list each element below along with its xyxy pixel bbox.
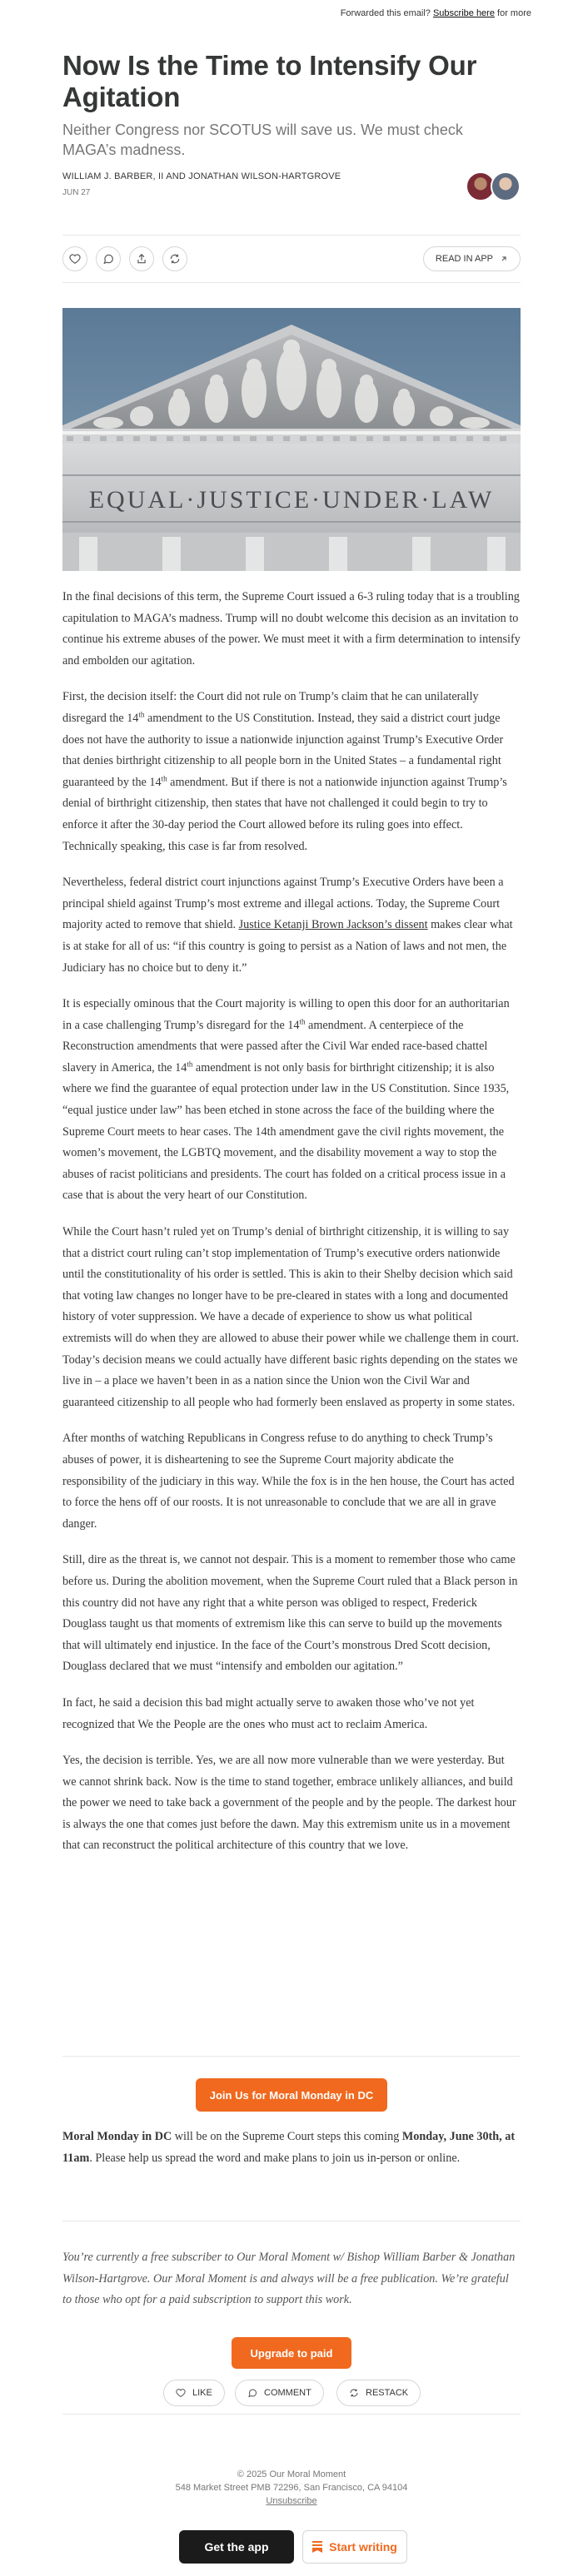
comment-button[interactable] (96, 246, 121, 271)
supreme-court-pediment-image (62, 308, 521, 571)
paragraph: Nevertheless, federal district court injunctions against Trump’s Executive Orders have been a principal shield against Trump’s most extreme and illegal actions. Today, the Supreme Court majority acted to remove that shield. Justice Ketanji Brown Jackson’s dissent makes clear what is at stake for all of us: “if this country is going to persist as a Nation of laws and not men, the Judiciary has no choice but to deny it.” (62, 876, 513, 975)
author-avatars (471, 171, 521, 201)
divider (62, 2056, 521, 2057)
forward-suffix: for more (497, 8, 531, 18)
comment-icon (247, 2388, 257, 2398)
footer-like-button[interactable] (163, 2380, 225, 2406)
article-title[interactable]: Now Is the Time to Intensify Our Agitation (62, 50, 477, 112)
unsubscribe-link[interactable]: Unsubscribe (266, 2496, 317, 2506)
article-body (62, 587, 521, 1872)
authors[interactable]: WILLIAM J. BARBER, II AND JONATHAN WILSON-HARTGROVE (62, 171, 341, 181)
heart-icon (69, 253, 81, 265)
publish-date: JUN 27 (62, 188, 91, 197)
avatar[interactable] (491, 171, 521, 201)
paragraph: It is especially ominous that the Court majority is willing to open this door for an authoritarian in a case challenging Trump’s disregard for the 14th amendment. A centerpiece of the Reconstruction amendments that were passed after the Civil War ended race-based chattel slavery in America, the 14th amendment is not only basis for birthright citizenship; it is also where we find the guarantee of equal protection under law in the US Constitution. Since 1935, “equal justice under law” has been etched in stone across the face of the building where the Supreme Court meets to hear cases. The 14th amendment gave the civil rights movement, the women’s movement, the LGBTQ movement, and the disability movement a way to stop the abuses of racist politicians and presidents. The court has folded on a critical process issue in a case that is about the very heart of our Constitution. (62, 997, 510, 1203)
copyright: © 2025 Our Moral Moment (237, 2469, 346, 2479)
like-button[interactable] (62, 246, 87, 271)
subscriber-note: You’re currently a free subscriber to Our Moral Moment w/ Bishop William Barber & Jonathan Wilson-Hartgrove. Our Moral Moment is and always will be a free publication. We’re grateful to those who opt for a paid subscription to support this work. (62, 2251, 516, 2307)
start-writing-button[interactable] (302, 2530, 407, 2564)
hero-image[interactable] (62, 308, 521, 571)
action-bar (62, 235, 521, 283)
paragraph: In the final decisions of this term, the Supreme Court issued a 6-3 ruling today that is a troubling capitulation to MAGA’s madness. Trump will no doubt welcome this decision as an invitation to continue his extreme abuses of the power. We must meet it with a firm determination to intensify and embolden our agitation. (62, 590, 521, 668)
read-in-app-button[interactable] (423, 246, 521, 271)
subscribe-link[interactable]: Subscribe here (432, 8, 495, 18)
byline (62, 171, 521, 206)
restack-icon (169, 253, 181, 265)
upgrade-to-paid-button[interactable]: Upgrade to paid (232, 2337, 351, 2369)
mailing-address: 548 Market Street PMB 72296, San Francisco, CA 94104 (175, 2483, 408, 2493)
get-the-app-button[interactable]: Get the app (179, 2530, 294, 2564)
footer-comment-button[interactable] (235, 2380, 324, 2406)
comment-icon (102, 253, 114, 265)
heart-icon (176, 2388, 186, 2398)
restack-icon (349, 2388, 359, 2398)
forward-prefix: Forwarded this email? (340, 8, 431, 18)
read-in-app-label: READ IN APP (435, 254, 493, 264)
join-moral-monday-button[interactable]: Join Us for Moral Monday in DC (196, 2078, 387, 2112)
share-icon (136, 253, 147, 265)
paragraph: After months of watching Republicans in Congress refuse to do anything to check Trump’s abuses of power, it is disheartening to see the Supreme Court majority abdicate the responsibility of the judiciary in this way. While the fox is in the hen house, the Court has acted to force the hens off of our roosts. It is not unreasonable to conclude that we are all in grave danger. (62, 1432, 515, 1531)
paragraph: While the Court hasn’t ruled yet on Trump’s denial of birthright citizenship, it is willing to say that a district court ruling can’t stop implementation of Trump’s executive orders nationwide until the constitutionality of his order is settled. This is akin to their Shelby decision which said that voting law changes no longer have to be pre-cleared in states with a long and documented history of voter suppression. We have a decade of experience to show us what political extremists will do when they are allowed to abuse their power while we challenge them in court. Today’s decision means we could actually have different basic rights depending on the states we live in – a place we haven’t been in as a nation since the Union won the Civil War and guaranteed citizenship to all people who had formerly been enslaved as property in some states. (62, 1225, 520, 1409)
paragraph: In fact, he said a decision this bad might actually serve to awaken those who’ve not yet recognized that We the People are the ones who must act to reclaim America. (62, 1695, 475, 1731)
arrow-up-right-icon (500, 255, 508, 263)
paragraph: Yes, the decision is terrible. Yes, we are all now more vulnerable than we were yesterday. But we cannot shrink back. Now is the time to stand together, embrace unlikely alliances, and build the power we need to take back a government of the people and by the people. The darkest hour is always the one that comes just before the dawn. May this extremism unite us in a movement that can reconstruct the political architecture of this country that we love. (62, 1754, 516, 1853)
substack-logo-icon (312, 2541, 322, 2553)
start-writing-label: Start writing (329, 2540, 397, 2554)
moral-monday-paragraph: Moral Monday in DC will be on the Supreme Court steps this coming Monday, June 30th, at 11am. Please help us spread the word and make plans to join us in-person or online. (62, 2130, 516, 2165)
footer-actions (0, 2380, 583, 2406)
inscription-text: EQUAL·JUSTICE·UNDER·LAW (88, 486, 495, 514)
article-header (62, 50, 521, 206)
divider (62, 2414, 521, 2415)
like-label: LIKE (192, 2388, 212, 2398)
comment-label: COMMENT (264, 2388, 311, 2398)
jackson-dissent-link[interactable]: Justice Ketanji Brown Jackson’s dissent (238, 918, 428, 932)
forward-notice (341, 8, 531, 18)
footer-info (0, 2468, 583, 2508)
restack-label: RESTACK (366, 2388, 409, 2398)
paragraph: Still, dire as the threat is, we cannot not despair. This is a moment to remember those who came before us. During the abolition movement, when the Supreme Court ruled that a Black person in this country did not have any right that a white person was obliged to respect, Frederick Douglass taught us that moments of extremism like this can serve to build up the movements that will ultimately end injustice. In the face of the Court’s monstrous Dred Scott decision, Douglass declared that we must “intensify and embolden our agitation.” (62, 1553, 518, 1674)
restack-button[interactable] (162, 246, 187, 271)
share-button[interactable] (129, 246, 154, 271)
article-subtitle: Neither Congress nor SCOTUS will save us. We must check MAGA’s madness. (62, 122, 463, 158)
footer-restack-button[interactable] (336, 2380, 421, 2406)
paragraph: First, the decision itself: the Court did not rule on Trump’s claim that he can unilaterally disregard the 14th amendment to the US Constitution. Instead, they said a district court judge does not have the authority to issue a nationwide injunction against Trump’s Executive Order that denies birthright citizenship to all people born in the United States – a fundamental right guaranteed by the 14th amendment. But if there is not a nationwide injunction against Trump’s denial of birthright citizenship, then states that have not challenged it could begin to try to enforce it after the 30-day period the Court allowed before its ruling goes into effect. Technically speaking, this case is far from resolved. (62, 690, 507, 853)
